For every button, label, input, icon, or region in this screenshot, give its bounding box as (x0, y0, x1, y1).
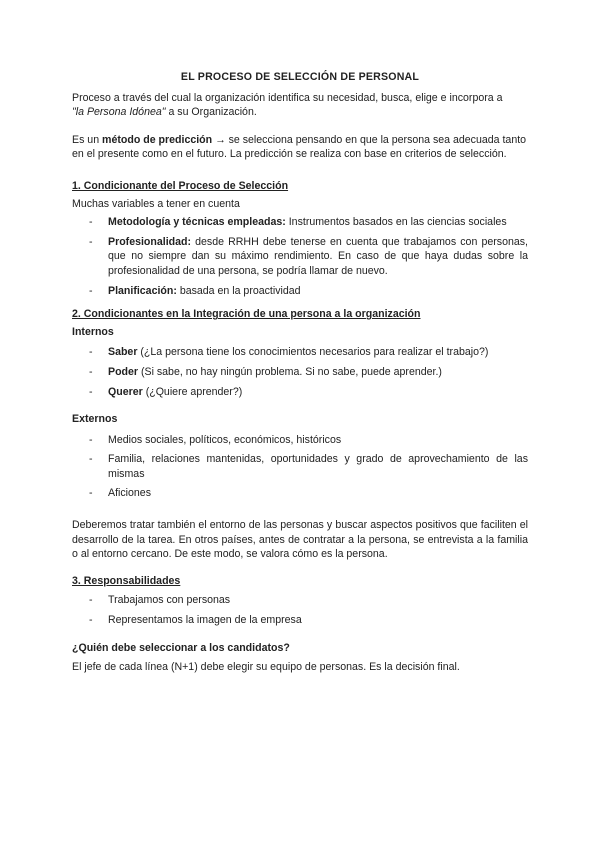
item-text: Representamos la imagen de la empresa (108, 614, 302, 627)
external-list (72, 433, 528, 501)
list-item (72, 365, 528, 380)
item-text: Familia, relaciones mantenidas, oportunidades y grado de aprovechamiento de las mismas (108, 453, 528, 480)
item-bold: Profesionalidad: (108, 235, 191, 248)
prediction-bold: método de predicción (102, 133, 213, 146)
item-bold: Planificación: (108, 284, 177, 297)
section2-heading: 2. Condicionantes en la Integración de una persona a la organización (72, 308, 421, 321)
item-text: basada en la proactividad (176, 284, 301, 297)
list-item (72, 215, 528, 230)
dash-bullet: - (89, 487, 93, 500)
dash-bullet: - (89, 284, 93, 297)
item-text: Trabajamos con personas (108, 594, 231, 607)
list-item (72, 486, 528, 501)
prediction-post: → se selecciona pensando en que la persona sea adecuada tanto en el presente como en el futuro. La predicción se realiza con base en criterios de selección. (72, 133, 527, 161)
list-item (72, 433, 528, 448)
question-heading: ¿Quién debe seleccionar a los candidatos? (72, 641, 290, 654)
list-item (72, 385, 528, 400)
external-label: Externos (72, 413, 118, 426)
item-text: (¿Quiere aprender?) (142, 385, 243, 398)
item-bold: Metodología y técnicas empleadas: (108, 216, 286, 229)
section1-list (72, 215, 528, 298)
dash-bullet: - (89, 216, 93, 229)
internal-list (72, 345, 528, 399)
question-answer: El jefe de cada línea (N+1) debe elegir su equipo de personas. Es la decisión final. (72, 661, 460, 674)
item-bold: Querer (108, 385, 143, 398)
item-text: Instrumentos basados en las ciencias sociales (285, 216, 507, 229)
dash-bullet: - (89, 235, 93, 248)
item-text: (Si sabe, no hay ningún problema. Si no sabe, puede aprender.) (138, 365, 442, 378)
internal-label: Internos (72, 325, 114, 338)
list-item (72, 452, 528, 481)
dash-bullet: - (89, 453, 93, 466)
dash-bullet: - (89, 614, 93, 627)
dash-bullet: - (89, 385, 93, 398)
item-text: desde RRHH debe tenerse en cuenta que trabajamos con personas, que no siempre dan su máximo rendimiento. En caso de que haya dudas sobre la profesionalidad de una persona, se podría llamar de nuevo. (108, 235, 528, 277)
document-title: EL PROCESO DE SELECCIÓN DE PERSONAL (180, 71, 420, 83)
dash-bullet: - (89, 433, 93, 446)
item-text: (¿La persona tiene los conocimientos necesarios para realizar el trabajo?) (137, 346, 489, 359)
intro-paragraph (72, 91, 528, 120)
intro-text-end: a su Organización. (165, 106, 257, 119)
dash-bullet: - (89, 365, 93, 378)
section2-paragraph: Deberemos tratar también el entorno de las personas y buscar aspectos positivos que faciliten el desarrollo de la tarea. En otros países, antes de contratar a la persona, se entrevista a la familia o al entorno cercano. De este modo, se valora cómo es la persona. (72, 519, 528, 561)
item-bold: Saber (108, 346, 138, 359)
section3-heading: 3. Responsabilidades (72, 574, 181, 587)
section3-list (72, 593, 528, 627)
dash-bullet: - (89, 594, 93, 607)
intro-text: Proceso a través del cual la organización identifica su necesidad, busca, elige e incorpora a (72, 91, 503, 104)
dash-bullet: - (89, 346, 93, 359)
item-bold: Poder (108, 365, 139, 378)
prediction-pre: Es un (72, 133, 103, 146)
intro-quote: "la Persona Idónea" (72, 106, 166, 119)
section1-heading: 1. Condicionante del Proceso de Selección (72, 179, 289, 192)
list-item (72, 345, 528, 360)
list-item (72, 235, 528, 279)
document-content (72, 70, 528, 675)
item-text: Medios sociales, políticos, económicos, históricos (108, 433, 342, 446)
list-item (72, 613, 528, 628)
section1-lead: Muchas variables a tener en cuenta (72, 197, 240, 210)
list-item (72, 284, 528, 299)
list-item (72, 593, 528, 608)
item-text: Aficiones (108, 487, 151, 500)
prediction-paragraph (72, 133, 528, 162)
